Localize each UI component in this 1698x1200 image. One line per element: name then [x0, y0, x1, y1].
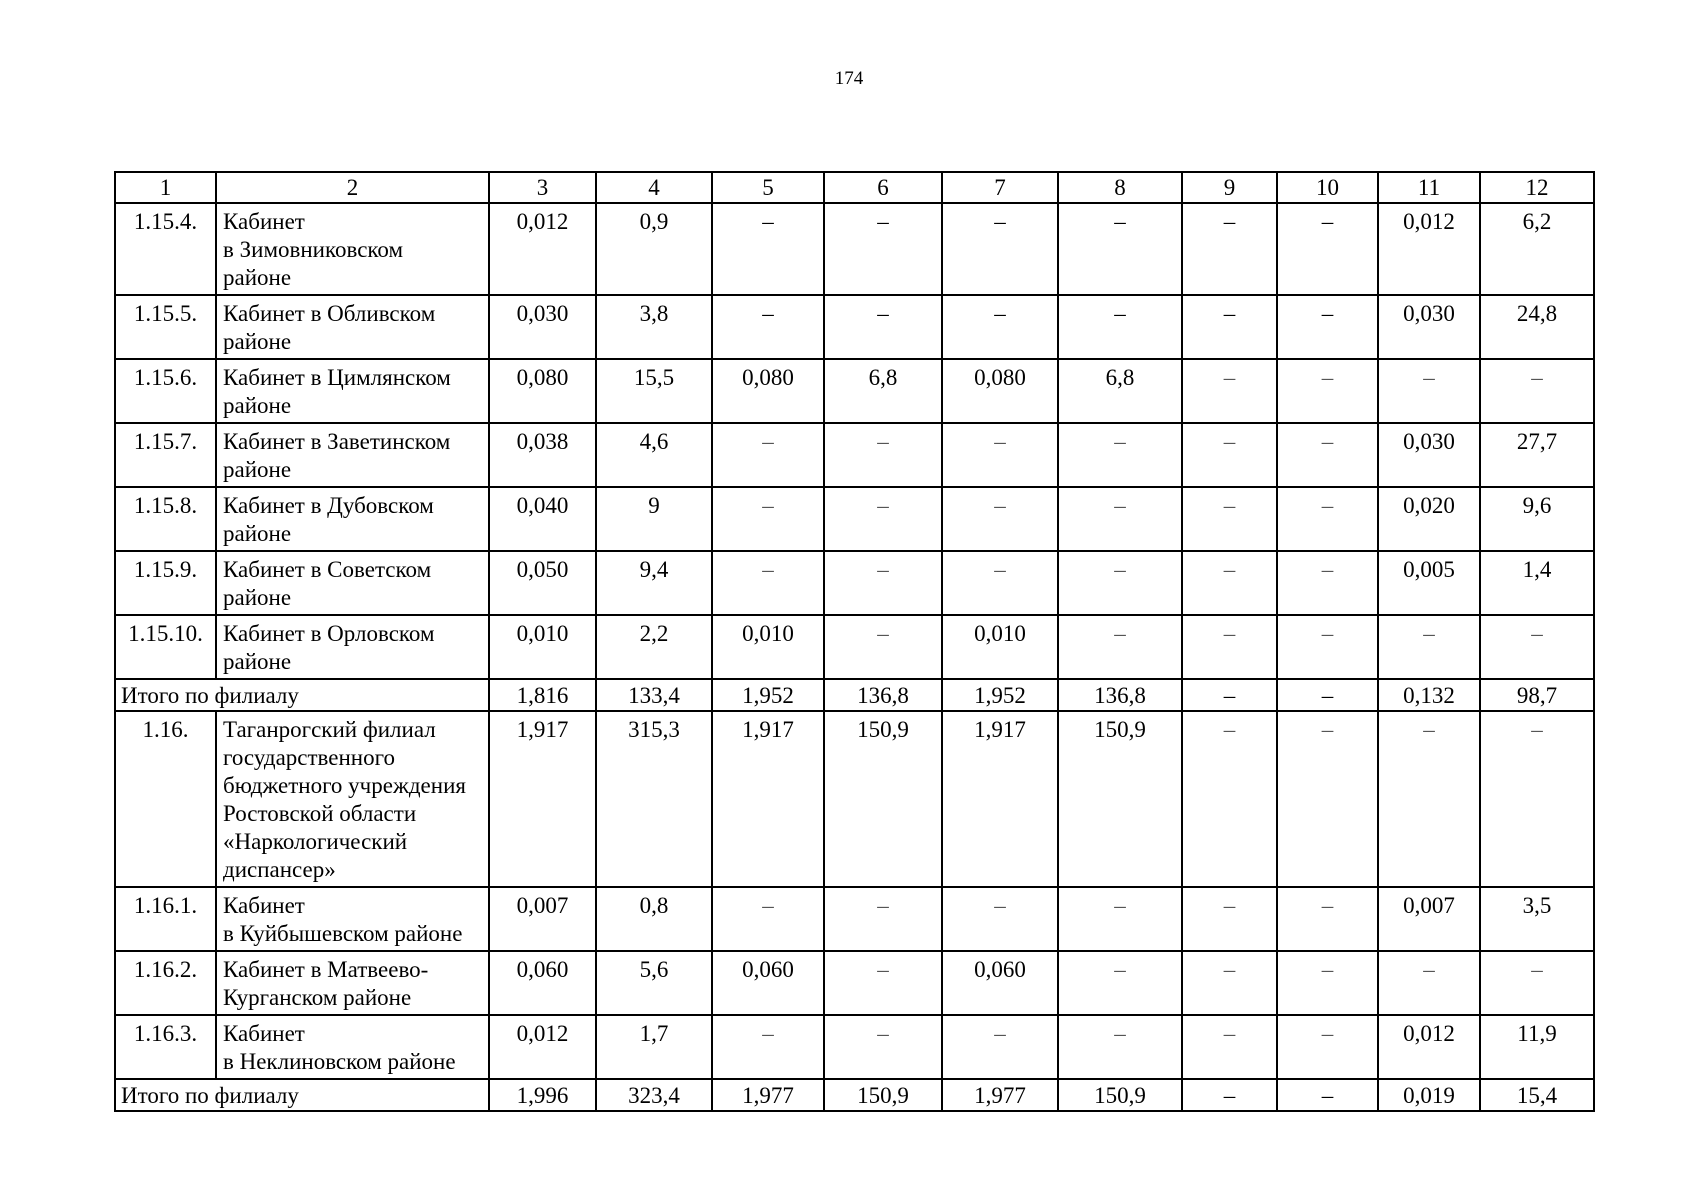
- value-cell: –: [1058, 615, 1182, 679]
- value-cell: –: [1182, 615, 1277, 679]
- value-cell: –: [1277, 887, 1378, 951]
- value-cell: –: [712, 1015, 824, 1079]
- value-cell: –: [1182, 359, 1277, 423]
- row-name-line: в Куйбышевском районе: [223, 921, 463, 946]
- value-cell: –: [1277, 487, 1378, 551]
- value-cell: 136,8: [824, 679, 942, 711]
- row-name-line: районе: [223, 265, 292, 290]
- value-cell: 0,010: [712, 615, 824, 679]
- value-cell: 1,952: [942, 679, 1058, 711]
- total-row: [115, 679, 1594, 711]
- table-row: [115, 423, 1594, 487]
- value-cell: –: [712, 487, 824, 551]
- data-table: [114, 171, 1595, 1112]
- value-cell: –: [824, 295, 942, 359]
- column-number-cell: 3: [489, 172, 596, 203]
- value-cell: 6,8: [824, 359, 942, 423]
- row-name-line: районе: [223, 649, 292, 674]
- row-name-line: Ростовской области: [223, 801, 417, 826]
- value-cell: –: [1277, 203, 1378, 295]
- value-cell: 0,060: [712, 951, 824, 1015]
- value-cell: 0,012: [1378, 1015, 1480, 1079]
- row-name: [216, 951, 489, 1015]
- row-code: 1.15.9.: [115, 551, 216, 615]
- value-cell: 98,7: [1480, 679, 1594, 711]
- value-cell: –: [1058, 1015, 1182, 1079]
- row-name-line: в Зимовниковском: [223, 237, 404, 262]
- row-name: [216, 423, 489, 487]
- value-cell: 0,010: [942, 615, 1058, 679]
- column-number-cell: 12: [1480, 172, 1594, 203]
- row-name-line: Кабинет в Матвеево-: [223, 957, 429, 982]
- value-cell: 150,9: [1058, 1079, 1182, 1111]
- value-cell: 27,7: [1480, 423, 1594, 487]
- row-name: [216, 295, 489, 359]
- row-code: 1.16.2.: [115, 951, 216, 1015]
- value-cell: 1,7: [596, 1015, 712, 1079]
- value-cell: 0,132: [1378, 679, 1480, 711]
- value-cell: –: [942, 295, 1058, 359]
- value-cell: –: [1058, 551, 1182, 615]
- value-cell: 150,9: [1058, 711, 1182, 887]
- value-cell: 6,2: [1480, 203, 1594, 295]
- value-cell: –: [1277, 679, 1378, 711]
- row-code: 1.15.7.: [115, 423, 216, 487]
- row-name: [216, 1015, 489, 1079]
- row-name: [216, 615, 489, 679]
- value-cell: –: [1277, 295, 1378, 359]
- value-cell: 0,030: [489, 295, 596, 359]
- value-cell: –: [1058, 487, 1182, 551]
- table-row: [115, 203, 1594, 295]
- value-cell: 2,2: [596, 615, 712, 679]
- value-cell: –: [824, 487, 942, 551]
- column-number-cell: 5: [712, 172, 824, 203]
- value-cell: 0,019: [1378, 1079, 1480, 1111]
- value-cell: 0,060: [489, 951, 596, 1015]
- value-cell: –: [942, 551, 1058, 615]
- row-code: 1.15.8.: [115, 487, 216, 551]
- value-cell: –: [1378, 359, 1480, 423]
- value-cell: –: [712, 203, 824, 295]
- row-name-line: Кабинет в Дубовском: [223, 493, 434, 518]
- value-cell: 0,030: [1378, 423, 1480, 487]
- row-name-line: «Наркологический: [223, 829, 408, 854]
- value-cell: –: [1182, 551, 1277, 615]
- value-cell: –: [1182, 951, 1277, 1015]
- value-cell: –: [1182, 1079, 1277, 1111]
- value-cell: 0,010: [489, 615, 596, 679]
- row-name: [216, 887, 489, 951]
- value-cell: 0,040: [489, 487, 596, 551]
- value-cell: –: [942, 1015, 1058, 1079]
- value-cell: 9: [596, 487, 712, 551]
- row-code: 1.15.4.: [115, 203, 216, 295]
- value-cell: 15,4: [1480, 1079, 1594, 1111]
- value-cell: 0,9: [596, 203, 712, 295]
- value-cell: 3,8: [596, 295, 712, 359]
- value-cell: 0,060: [942, 951, 1058, 1015]
- value-cell: 133,4: [596, 679, 712, 711]
- value-cell: 0,012: [489, 203, 596, 295]
- row-name-line: Курганском районе: [223, 985, 412, 1010]
- total-label: Итого по филиалу: [115, 679, 489, 711]
- value-cell: 11,9: [1480, 1015, 1594, 1079]
- value-cell: 0,030: [1378, 295, 1480, 359]
- value-cell: –: [1480, 951, 1594, 1015]
- value-cell: –: [1182, 711, 1277, 887]
- value-cell: –: [1277, 615, 1378, 679]
- value-cell: 1,952: [712, 679, 824, 711]
- row-code: 1.16.1.: [115, 887, 216, 951]
- value-cell: 323,4: [596, 1079, 712, 1111]
- value-cell: –: [1182, 1015, 1277, 1079]
- value-cell: –: [1277, 711, 1378, 887]
- value-cell: –: [712, 295, 824, 359]
- value-cell: 0,8: [596, 887, 712, 951]
- value-cell: 0,038: [489, 423, 596, 487]
- value-cell: –: [1058, 423, 1182, 487]
- value-cell: 0,080: [712, 359, 824, 423]
- value-cell: –: [1378, 615, 1480, 679]
- value-cell: 0,007: [1378, 887, 1480, 951]
- value-cell: –: [1480, 711, 1594, 887]
- value-cell: 9,4: [596, 551, 712, 615]
- value-cell: –: [712, 423, 824, 487]
- value-cell: –: [942, 487, 1058, 551]
- table-row: [115, 487, 1594, 551]
- table-row: [115, 887, 1594, 951]
- row-name-line: Кабинет в Орловском: [223, 621, 435, 646]
- value-cell: 6,8: [1058, 359, 1182, 423]
- value-cell: 24,8: [1480, 295, 1594, 359]
- value-cell: –: [942, 423, 1058, 487]
- value-cell: 5,6: [596, 951, 712, 1015]
- row-name-line: государственного: [223, 745, 395, 770]
- row-name: [216, 359, 489, 423]
- row-name-line: Кабинет в Заветинском: [223, 429, 451, 454]
- row-name: [216, 711, 489, 887]
- row-name-line: Кабинет в Обливском: [223, 301, 436, 326]
- table-row: [115, 359, 1594, 423]
- table-row: [115, 711, 1594, 887]
- row-code: 1.15.10.: [115, 615, 216, 679]
- value-cell: 9,6: [1480, 487, 1594, 551]
- row-name-line: районе: [223, 329, 292, 354]
- row-name-line: Кабинет: [223, 1021, 305, 1046]
- page-number: 174: [834, 68, 864, 89]
- table-row: [115, 295, 1594, 359]
- value-cell: –: [824, 1015, 942, 1079]
- row-name-line: Кабинет: [223, 209, 305, 234]
- column-number-cell: 4: [596, 172, 712, 203]
- value-cell: –: [1058, 203, 1182, 295]
- value-cell: 1,4: [1480, 551, 1594, 615]
- value-cell: –: [1378, 951, 1480, 1015]
- value-cell: –: [1480, 359, 1594, 423]
- value-cell: –: [1182, 423, 1277, 487]
- value-cell: 0,012: [1378, 203, 1480, 295]
- value-cell: 150,9: [824, 1079, 942, 1111]
- total-row: [115, 1079, 1594, 1111]
- value-cell: –: [1277, 423, 1378, 487]
- value-cell: 136,8: [1058, 679, 1182, 711]
- value-cell: 0,012: [489, 1015, 596, 1079]
- value-cell: –: [1058, 951, 1182, 1015]
- column-number-cell: 2: [216, 172, 489, 203]
- value-cell: –: [824, 423, 942, 487]
- table-row: [115, 551, 1594, 615]
- value-cell: –: [1182, 887, 1277, 951]
- row-name: [216, 203, 489, 295]
- value-cell: 15,5: [596, 359, 712, 423]
- value-cell: 1,917: [942, 711, 1058, 887]
- value-cell: –: [1277, 1015, 1378, 1079]
- total-label: Итого по филиалу: [115, 1079, 489, 1111]
- value-cell: –: [1277, 359, 1378, 423]
- value-cell: 1,917: [489, 711, 596, 887]
- column-number-cell: 1: [115, 172, 216, 203]
- value-cell: 3,5: [1480, 887, 1594, 951]
- value-cell: –: [824, 203, 942, 295]
- column-number-cell: 8: [1058, 172, 1182, 203]
- row-name-line: в Неклиновском районе: [223, 1049, 456, 1074]
- row-name-line: диспансер»: [223, 857, 336, 882]
- value-cell: –: [1058, 887, 1182, 951]
- value-cell: 1,917: [712, 711, 824, 887]
- value-cell: 0,050: [489, 551, 596, 615]
- table-row: [115, 615, 1594, 679]
- column-number-cell: 6: [824, 172, 942, 203]
- column-number-row: [115, 172, 1594, 203]
- row-name-line: районе: [223, 521, 292, 546]
- value-cell: –: [942, 203, 1058, 295]
- value-cell: 1,977: [942, 1079, 1058, 1111]
- value-cell: –: [1378, 711, 1480, 887]
- value-cell: –: [1182, 487, 1277, 551]
- value-cell: –: [1277, 951, 1378, 1015]
- value-cell: 150,9: [824, 711, 942, 887]
- value-cell: –: [824, 951, 942, 1015]
- value-cell: –: [1277, 551, 1378, 615]
- row-name-line: районе: [223, 585, 292, 610]
- value-cell: 1,977: [712, 1079, 824, 1111]
- value-cell: –: [942, 887, 1058, 951]
- value-cell: –: [1058, 295, 1182, 359]
- value-cell: –: [1182, 295, 1277, 359]
- row-name-line: Таганрогский филиал: [223, 717, 436, 742]
- row-name-line: Кабинет в Советском: [223, 557, 432, 582]
- row-name-line: районе: [223, 393, 292, 418]
- row-code: 1.15.5.: [115, 295, 216, 359]
- value-cell: –: [1182, 679, 1277, 711]
- value-cell: –: [1182, 203, 1277, 295]
- column-number-cell: 9: [1182, 172, 1277, 203]
- value-cell: 0,080: [942, 359, 1058, 423]
- value-cell: 0,080: [489, 359, 596, 423]
- value-cell: –: [1277, 1079, 1378, 1111]
- row-code: 1.16.3.: [115, 1015, 216, 1079]
- value-cell: –: [824, 887, 942, 951]
- value-cell: –: [824, 551, 942, 615]
- table-row: [115, 1015, 1594, 1079]
- value-cell: 0,020: [1378, 487, 1480, 551]
- value-cell: 0,005: [1378, 551, 1480, 615]
- row-name: [216, 487, 489, 551]
- table-body: [115, 172, 1594, 1111]
- value-cell: 1,816: [489, 679, 596, 711]
- value-cell: –: [712, 887, 824, 951]
- row-code: 1.16.: [115, 711, 216, 887]
- column-number-cell: 10: [1277, 172, 1378, 203]
- value-cell: –: [1480, 615, 1594, 679]
- column-number-cell: 7: [942, 172, 1058, 203]
- row-name-line: Кабинет в Цимлянском: [223, 365, 451, 390]
- value-cell: –: [712, 551, 824, 615]
- value-cell: 0,007: [489, 887, 596, 951]
- row-name-line: Кабинет: [223, 893, 305, 918]
- row-name-line: бюджетного учреждения: [223, 773, 466, 798]
- value-cell: 1,996: [489, 1079, 596, 1111]
- row-name: [216, 551, 489, 615]
- value-cell: 315,3: [596, 711, 712, 887]
- row-name-line: районе: [223, 457, 292, 482]
- row-code: 1.15.6.: [115, 359, 216, 423]
- value-cell: –: [824, 615, 942, 679]
- column-number-cell: 11: [1378, 172, 1480, 203]
- table-row: [115, 951, 1594, 1015]
- value-cell: 4,6: [596, 423, 712, 487]
